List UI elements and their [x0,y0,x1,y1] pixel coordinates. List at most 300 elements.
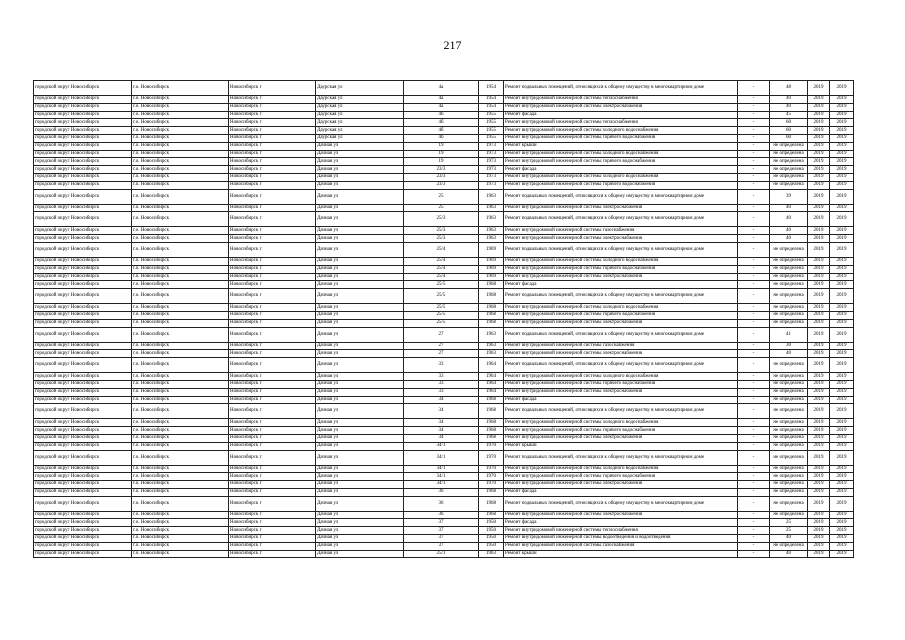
house-cell: 33 [404,380,479,388]
municipality-cell: г.о. Новосибирск [132,496,229,511]
volume-cell: - [738,380,770,388]
city-cell: Новосибирск г [229,235,316,243]
plan-end-cell: 2019 [830,127,854,135]
cost-cell: не определена [770,289,808,304]
table-row [34,281,854,289]
volume-cell: - [738,465,770,473]
house-cell: 25/3 [404,212,479,227]
street-cell: Дачная ул [316,481,404,489]
district-cell: городской округ Новосибирск [34,166,132,174]
municipality-cell: г.о. Новосибирск [132,127,229,135]
work-type-cell: Ремонт внутридомовой инженерной системы горячего водоснабжения [504,158,738,166]
table-row [34,350,854,358]
house-cell: 19 [404,150,479,158]
house-cell: 36 [404,511,479,519]
municipality-cell: г.о. Новосибирск [132,465,229,473]
plan-start-cell: 2019 [808,181,830,189]
city-cell: Новосибирск г [229,465,316,473]
plan-start-cell: 2019 [808,442,830,450]
plan-start-cell: 2019 [808,289,830,304]
municipality-cell: г.о. Новосибирск [132,434,229,442]
plan-start-cell: 2019 [808,419,830,427]
street-cell: Дачная ул [316,550,404,558]
house-cell: 27 [404,350,479,358]
table-row [34,535,854,543]
table-row [34,96,854,104]
municipality-cell: г.о. Новосибирск [132,265,229,273]
volume-cell: - [738,496,770,511]
work-type-cell: Ремонт крыши [504,550,738,558]
municipality-cell: г.о. Новосибирск [132,327,229,342]
cost-cell: 60 [770,127,808,135]
year-cell: 1963 [479,327,504,342]
year-cell: 1963 [479,342,504,350]
work-type-cell: Ремонт подвальных помещений, относящихся к общему имуществу в многоквартирном доме [504,404,738,419]
city-cell: Новосибирск г [229,419,316,427]
plan-end-cell: 2019 [830,342,854,350]
table-row [34,242,854,257]
district-cell: городской округ Новосибирск [34,488,132,496]
district-cell: городской округ Новосибирск [34,235,132,243]
plan-end-cell: 2019 [830,242,854,257]
table-row [34,181,854,189]
table-row [34,134,854,142]
street-cell: Дачная ул [316,281,404,289]
plan-end-cell: 2019 [830,289,854,304]
year-cell: 1950 [479,542,504,550]
cost-cell: не определена [770,488,808,496]
work-type-cell: Ремонт внутридомовой инженерной системы горячего водоснабжения [504,427,738,435]
city-cell: Новосибирск г [229,311,316,319]
house-cell: 25 [404,204,479,212]
cost-cell: не определена [770,273,808,281]
table-row [34,542,854,550]
house-cell: 4б [404,111,479,119]
city-cell: Новосибирск г [229,204,316,212]
plan-end-cell: 2019 [830,550,854,558]
district-cell: городской округ Новосибирск [34,127,132,135]
plan-end-cell: 2019 [830,212,854,227]
year-cell: 1954 [479,96,504,104]
city-cell: Новосибирск г [229,473,316,481]
plan-end-cell: 2019 [830,304,854,312]
year-cell: 1968 [479,488,504,496]
street-cell: Дачная ул [316,166,404,174]
municipality-cell: г.о. Новосибирск [132,473,229,481]
volume-cell: - [738,404,770,419]
district-cell: городской округ Новосибирск [34,227,132,235]
cost-cell: 40 [770,235,808,243]
work-type-cell: Ремонт внутридомовой инженерной системы холодного водоснабжения [504,127,738,135]
volume-cell: - [738,158,770,166]
district-cell: городской округ Новосибирск [34,173,132,181]
volume-cell: - [738,519,770,527]
house-cell: 34/1 [404,473,479,481]
table-row [34,235,854,243]
plan-start-cell: 2019 [808,496,830,511]
volume-cell: - [738,327,770,342]
table-row [34,496,854,511]
plan-start-cell: 2019 [808,542,830,550]
plan-start-cell: 2019 [808,235,830,243]
city-cell: Новосибирск г [229,434,316,442]
volume-cell: - [738,419,770,427]
plan-end-cell: 2019 [830,227,854,235]
municipality-cell: г.о. Новосибирск [132,527,229,535]
work-type-cell: Ремонт внутридомовой инженерной системы холодного водоснабжения [504,257,738,265]
year-cell: 1973 [479,150,504,158]
year-cell: 1970 [479,442,504,450]
street-cell: Дачная ул [316,242,404,257]
district-cell: городской округ Новосибирск [34,111,132,119]
year-cell: 1963 [479,204,504,212]
plan-end-cell: 2019 [830,311,854,319]
street-cell: Дачная ул [316,289,404,304]
work-type-cell: Ремонт внутридомовой инженерной системы теплоснабжения [504,119,738,127]
house-cell: 27 [404,342,479,350]
work-type-cell: Ремонт подвальных помещений, относящихся к общему имуществу в многоквартирном доме [504,358,738,373]
city-cell: Новосибирск г [229,380,316,388]
plan-start-cell: 2019 [808,281,830,289]
cost-cell: не определена [770,496,808,511]
cost-cell: не определена [770,173,808,181]
municipality-cell: г.о. Новосибирск [132,481,229,489]
cost-cell: 40 [770,204,808,212]
district-cell: городской округ Новосибирск [34,434,132,442]
city-cell: Новосибирск г [229,535,316,543]
year-cell: 1963 [479,212,504,227]
cost-cell: не определена [770,265,808,273]
work-type-cell: Ремонт внутридомовой инженерной системы электроснабжения [504,204,738,212]
house-cell: 34 [404,419,479,427]
city-cell: Новосибирск г [229,319,316,327]
table-row [34,327,854,342]
table-row [34,204,854,212]
plan-end-cell: 2019 [830,396,854,404]
street-cell: Даурская ул [316,81,404,96]
plan-start-cell: 2019 [808,103,830,111]
district-cell: городской округ Новосибирск [34,527,132,535]
year-cell: 1970 [479,481,504,489]
city-cell: Новосибирск г [229,289,316,304]
street-cell: Дачная ул [316,419,404,427]
city-cell: Новосибирск г [229,142,316,150]
table-row [34,427,854,435]
plan-start-cell: 2019 [808,304,830,312]
plan-start-cell: 2019 [808,450,830,465]
volume-cell: - [738,103,770,111]
year-cell: 1955 [479,134,504,142]
volume-cell: - [738,358,770,373]
plan-start-cell: 2019 [808,527,830,535]
street-cell: Даурская ул [316,127,404,135]
house-cell: 25/1 [404,550,479,558]
work-type-cell: Ремонт внутридомовой инженерной системы электроснабжения [504,511,738,519]
city-cell: Новосибирск г [229,404,316,419]
plan-start-cell: 2019 [808,265,830,273]
municipality-cell: г.о. Новосибирск [132,319,229,327]
volume-cell: - [738,189,770,204]
street-cell: Дачная ул [316,327,404,342]
plan-end-cell: 2019 [830,473,854,481]
house-cell: 34/1 [404,465,479,473]
volume-cell: - [738,311,770,319]
district-cell: городской округ Новосибирск [34,311,132,319]
house-cell: 27 [404,327,479,342]
house-cell: 23/3 [404,181,479,189]
table-row [34,265,854,273]
table-row [34,127,854,135]
street-cell: Дачная ул [316,450,404,465]
plan-end-cell: 2019 [830,434,854,442]
plan-end-cell: 2019 [830,142,854,150]
volume-cell: - [738,150,770,158]
plan-end-cell: 2019 [830,181,854,189]
street-cell: Дачная ул [316,535,404,543]
year-cell: 1950 [479,519,504,527]
plan-start-cell: 2019 [808,434,830,442]
table-row [34,550,854,558]
plan-start-cell: 2019 [808,173,830,181]
municipality-cell: г.о. Новосибирск [132,289,229,304]
work-type-cell: Ремонт подвальных помещений, относящихся к общему имуществу в многоквартирном доме [504,289,738,304]
street-cell: Дачная ул [316,465,404,473]
year-cell: 1973 [479,166,504,174]
street-cell: Дачная ул [316,235,404,243]
plan-start-cell: 2019 [808,142,830,150]
plan-start-cell: 2019 [808,111,830,119]
year-cell: 1973 [479,158,504,166]
street-cell: Дачная ул [316,358,404,373]
street-cell: Дачная ул [316,396,404,404]
city-cell: Новосибирск г [229,396,316,404]
table-row [34,103,854,111]
municipality-cell: г.о. Новосибирск [132,488,229,496]
municipality-cell: г.о. Новосибирск [132,173,229,181]
municipality-cell: г.о. Новосибирск [132,550,229,558]
volume-cell: - [738,96,770,104]
street-cell: Дачная ул [316,350,404,358]
district-cell: городской округ Новосибирск [34,281,132,289]
district-cell: городской округ Новосибирск [34,342,132,350]
year-cell: 1968 [479,311,504,319]
work-type-cell: Ремонт фасада [504,166,738,174]
house-cell: 23/3 [404,173,479,181]
year-cell: 1950 [479,527,504,535]
district-cell: городской округ Новосибирск [34,550,132,558]
house-cell: 34/1 [404,481,479,489]
year-cell: 1968 [479,511,504,519]
cost-cell: 40 [770,550,808,558]
year-cell: 1964 [479,358,504,373]
table-row [34,119,854,127]
work-type-cell: Ремонт крыши [504,142,738,150]
year-cell: 1968 [479,289,504,304]
work-type-cell: Ремонт внутридомовой инженерной системы холодного водоснабжения [504,373,738,381]
city-cell: Новосибирск г [229,527,316,535]
municipality-cell: г.о. Новосибирск [132,450,229,465]
plan-end-cell: 2019 [830,419,854,427]
district-cell: городской округ Новосибирск [34,103,132,111]
volume-cell: - [738,488,770,496]
house-cell: 34/1 [404,450,479,465]
plan-start-cell: 2019 [808,189,830,204]
table-row [34,442,854,450]
table-row [34,473,854,481]
work-type-cell: Ремонт фасада [504,281,738,289]
volume-cell: - [738,434,770,442]
work-type-cell: Ремонт внутридомовой инженерной системы водоотведения и водоотведения [504,535,738,543]
cost-cell: не определена [770,465,808,473]
work-type-cell: Ремонт подвальных помещений, относящихся к общему имуществу в многоквартирном доме [504,212,738,227]
district-cell: городской округ Новосибирск [34,81,132,96]
house-cell: 4б [404,119,479,127]
city-cell: Новосибирск г [229,173,316,181]
plan-end-cell: 2019 [830,388,854,396]
volume-cell: - [738,142,770,150]
work-type-cell: Ремонт внутридомовой инженерной системы холодного водоснабжения [504,304,738,312]
plan-start-cell: 2019 [808,481,830,489]
house-cell: 34/1 [404,442,479,450]
plan-end-cell: 2019 [830,265,854,273]
street-cell: Даурская ул [316,111,404,119]
municipality-cell: г.о. Новосибирск [132,227,229,235]
work-type-cell: Ремонт внутридомовой инженерной системы горячего водоснабжения [504,380,738,388]
work-type-cell: Ремонт подвальных помещений, относящихся к общему имуществу в многоквартирном доме [504,189,738,204]
district-cell: городской округ Новосибирск [34,358,132,373]
plan-end-cell: 2019 [830,204,854,212]
plan-end-cell: 2019 [830,281,854,289]
plan-end-cell: 2019 [830,103,854,111]
municipality-cell: г.о. Новосибирск [132,373,229,381]
district-cell: городской округ Новосибирск [34,150,132,158]
city-cell: Новосибирск г [229,81,316,96]
cost-cell: 40 [770,350,808,358]
year-cell: 1955 [479,127,504,135]
cost-cell: не определена [770,427,808,435]
work-type-cell: Ремонт внутридомовой инженерной системы горячего водоснабжения [504,181,738,189]
plan-end-cell: 2019 [830,119,854,127]
cost-cell: не определена [770,150,808,158]
municipality-cell: г.о. Новосибирск [132,158,229,166]
house-cell: 25/5 [404,289,479,304]
plan-end-cell: 2019 [830,358,854,373]
plan-start-cell: 2019 [808,96,830,104]
plan-start-cell: 2019 [808,519,830,527]
work-type-cell: Ремонт внутридомовой инженерной системы холодного водоснабжения [504,465,738,473]
house-cell: 34 [404,404,479,419]
plan-start-cell: 2019 [808,81,830,96]
municipality-cell: г.о. Новосибирск [132,419,229,427]
street-cell: Дачная ул [316,142,404,150]
year-cell: 1968 [479,281,504,289]
street-cell: Дачная ул [316,519,404,527]
plan-start-cell: 2019 [808,511,830,519]
municipality-cell: г.о. Новосибирск [132,273,229,281]
city-cell: Новосибирск г [229,181,316,189]
city-cell: Новосибирск г [229,150,316,158]
district-cell: городской округ Новосибирск [34,419,132,427]
house-cell: 25/4 [404,242,479,257]
municipality-cell: г.о. Новосибирск [132,311,229,319]
work-type-cell: Ремонт внутридомовой инженерной системы холодного водоснабжения [504,150,738,158]
municipality-cell: г.о. Новосибирск [132,235,229,243]
district-cell: городской округ Новосибирск [34,442,132,450]
year-cell: 1970 [479,450,504,465]
plan-start-cell: 2019 [808,550,830,558]
table-row [34,273,854,281]
volume-cell: - [738,134,770,142]
city-cell: Новосибирск г [229,134,316,142]
plan-end-cell: 2019 [830,235,854,243]
cost-cell: 40 [770,103,808,111]
volume-cell: - [738,265,770,273]
year-cell: 1968 [479,396,504,404]
cost-cell: 30 [770,342,808,350]
cost-cell: не определена [770,158,808,166]
table-row [34,358,854,373]
table-row [34,212,854,227]
year-cell: 1973 [479,142,504,150]
city-cell: Новосибирск г [229,350,316,358]
city-cell: Новосибирск г [229,96,316,104]
house-cell: 25/3 [404,235,479,243]
plan-start-cell: 2019 [808,158,830,166]
house-cell: 25/3 [404,227,479,235]
volume-cell: - [738,111,770,119]
street-cell: Дачная ул [316,257,404,265]
city-cell: Новосибирск г [229,442,316,450]
volume-cell: - [738,281,770,289]
house-cell: 34 [404,396,479,404]
municipality-cell: г.о. Новосибирск [132,427,229,435]
municipality-cell: г.о. Новосибирск [132,442,229,450]
work-type-cell: Ремонт внутридомовой инженерной системы газоснабжения [504,227,738,235]
street-cell: Дачная ул [316,388,404,396]
cost-cell: 60 [770,134,808,142]
plan-end-cell: 2019 [830,166,854,174]
street-cell: Дачная ул [316,304,404,312]
cost-cell: не определена [770,304,808,312]
house-cell: 25/5 [404,281,479,289]
street-cell: Дачная ул [316,158,404,166]
district-cell: городской округ Новосибирск [34,427,132,435]
work-type-cell: Ремонт внутридомовой инженерной системы холодного водоснабжения [504,419,738,427]
district-cell: городской округ Новосибирск [34,511,132,519]
volume-cell: - [738,81,770,96]
volume-cell: - [738,396,770,404]
plan-end-cell: 2019 [830,96,854,104]
volume-cell: - [738,535,770,543]
house-cell: 19 [404,158,479,166]
year-cell: 1950 [479,535,504,543]
table-row [34,511,854,519]
district-cell: городской округ Новосибирск [34,289,132,304]
district-cell: городской округ Новосибирск [34,189,132,204]
cost-cell: 40 [770,535,808,543]
plan-end-cell: 2019 [830,273,854,281]
street-cell: Дачная ул [316,265,404,273]
cost-cell: не определена [770,473,808,481]
city-cell: Новосибирск г [229,550,316,558]
house-cell: 36 [404,496,479,511]
municipality-cell: г.о. Новосибирск [132,189,229,204]
year-cell: 1954 [479,81,504,96]
cost-cell: 25 [770,527,808,535]
plan-end-cell: 2019 [830,511,854,519]
year-cell: 1964 [479,373,504,381]
street-cell: Дачная ул [316,227,404,235]
